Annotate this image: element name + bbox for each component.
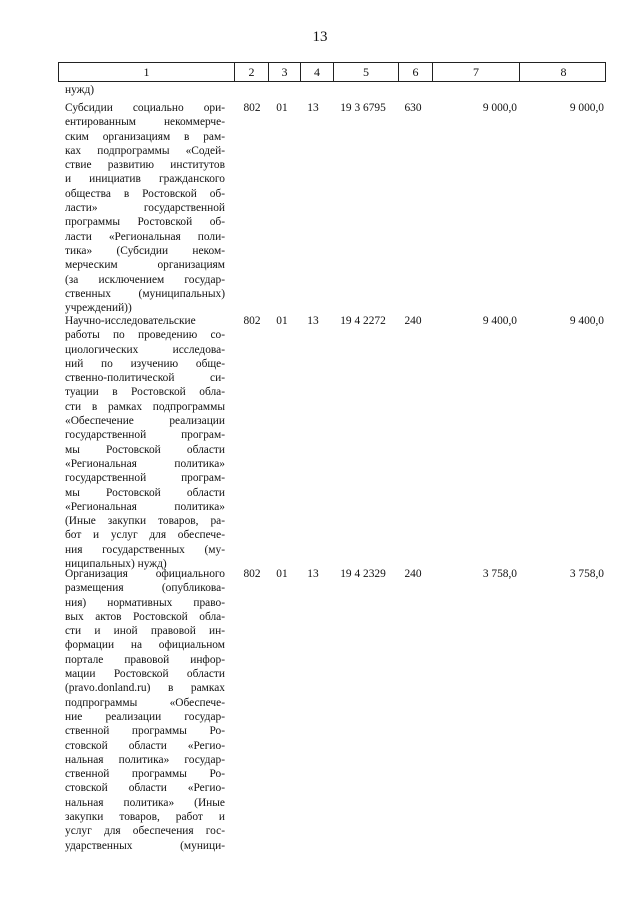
text-line: бот и услуг для обеспече- (65, 529, 225, 542)
text-line: и инициатив гражданского (65, 173, 225, 186)
row-2-description (65, 314, 225, 571)
header-col-4: 4 (300, 63, 333, 81)
text-line: ствие развитию институтов (65, 159, 225, 172)
text-line: ниципальных) нужд) (65, 558, 167, 571)
text-line: ния) нормативных право- (65, 596, 225, 609)
text-line: «Региональная политика» (65, 500, 225, 513)
text-line: туации в Ростовской обла- (65, 386, 225, 399)
text-line: (pravo.donland.ru) в рамках (65, 682, 225, 695)
text-line: ственной программы Ро- (65, 768, 225, 781)
text-line: стовской области «Регио- (65, 739, 225, 752)
text-line: ние реализации государ- (65, 710, 225, 723)
continuation-text (65, 83, 225, 97)
row-3-col-5: 19 4 2329 (340, 568, 386, 580)
text-line: государственной програм- (65, 429, 225, 442)
text-line: размещения (опубликова- (65, 582, 225, 595)
row-2-col-4: 13 (307, 315, 319, 327)
row-3-col-2: 802 (243, 568, 261, 580)
text-line: ласти «Региональная поли- (65, 230, 225, 243)
text-line: ударственных (муници- (65, 839, 225, 852)
text-line: ния государственных (му- (65, 543, 225, 556)
text-line: ний по изучению обще- (65, 357, 225, 370)
row-1-col-8: 9 000,0 (569, 102, 604, 114)
text-line: работы по проведению со- (65, 329, 225, 342)
text-line: «Региональная политика» (65, 457, 225, 470)
row-2-col-7: 9 400,0 (482, 315, 517, 327)
header-col-7: 7 (432, 63, 519, 81)
text-line: Научно-исследовательские (65, 315, 196, 327)
row-3-col-7: 3 758,0 (482, 568, 517, 580)
row-3-col-8: 3 758,0 (569, 568, 604, 580)
text-line: Субсидии социально ори- (65, 102, 225, 114)
header-col-3: 3 (268, 63, 300, 81)
text-line: мерческим организациям (65, 259, 225, 272)
row-2-col-6: 240 (404, 315, 422, 327)
row-2-col-3: 01 (276, 315, 288, 327)
text-line: стовской области «Регио- (65, 782, 225, 795)
row-2-col-8: 9 400,0 (569, 315, 604, 327)
text-line: «Обеспечение реализации (65, 415, 225, 428)
text-line: (Иные закупки товаров, ра- (65, 515, 225, 528)
header-col-6: 6 (398, 63, 432, 81)
text-line: нальная политика» государ- (65, 753, 225, 766)
text-line: закупки товаров, работ и (65, 811, 225, 824)
text-line: сти в рамках подпрограммы (65, 400, 225, 413)
row-1-col-7: 9 000,0 (482, 102, 517, 114)
text-line: нальная политика» (Иные (65, 796, 225, 809)
text-line: мации Ростовской области (65, 668, 225, 681)
row-1-col-4: 13 (307, 102, 319, 114)
text-line: циологических исследова- (65, 343, 225, 356)
text-line: Организация официального (65, 568, 225, 580)
text-line: портале правовой инфор- (65, 653, 225, 666)
text-line: мы Ростовской области (65, 443, 225, 456)
header-col-5: 5 (333, 63, 398, 81)
text-line: ственной программы Ро- (65, 725, 225, 738)
row-3-description (65, 567, 225, 853)
continuation-line: нужд) (65, 84, 95, 96)
text-line: мы Ростовской области (65, 486, 225, 499)
text-line: услуг для обеспечения гос- (65, 825, 225, 838)
text-line: подпрограммы «Обеспече- (65, 696, 225, 709)
row-1-col-2: 802 (243, 102, 261, 114)
header-col-8: 8 (519, 63, 607, 81)
row-1-col-6: 630 (404, 102, 422, 114)
row-3-col-6: 240 (404, 568, 422, 580)
text-line: государственной програм- (65, 472, 225, 485)
row-1-col-3: 01 (276, 102, 288, 114)
text-line: вых актов Ростовской обла- (65, 610, 225, 623)
header-col-2: 2 (234, 63, 268, 81)
row-3-col-3: 01 (276, 568, 288, 580)
text-line: ственно-политической си- (65, 372, 225, 385)
text-line: (за исключением государ- (65, 273, 225, 286)
row-1-col-5: 19 3 6795 (340, 102, 386, 114)
text-line: программы Ростовской об- (65, 216, 225, 229)
text-line: ственных (муниципальных) (65, 287, 225, 300)
header-col-1: 1 (143, 65, 150, 79)
page-number: 13 (312, 29, 328, 45)
text-line: тика» (Субсидии неком- (65, 244, 225, 257)
text-line: сти и иной правовой ин- (65, 625, 225, 638)
text-line: ентированным некоммерче- (65, 116, 225, 129)
text-line: ках подпрограммы «Содей- (65, 144, 225, 157)
text-line: ласти» государственной (65, 202, 225, 215)
row-3-col-4: 13 (307, 568, 319, 580)
table-header-row (58, 62, 606, 82)
row-2-col-5: 19 4 2272 (340, 315, 386, 327)
text-line: учреждений)) (65, 302, 132, 315)
row-2-col-2: 802 (243, 315, 261, 327)
text-line: ским организациям в рам- (65, 130, 225, 143)
text-line: общества в Ростовской об- (65, 187, 225, 200)
text-line: формации на официальном (65, 639, 225, 652)
row-1-description (65, 101, 225, 315)
